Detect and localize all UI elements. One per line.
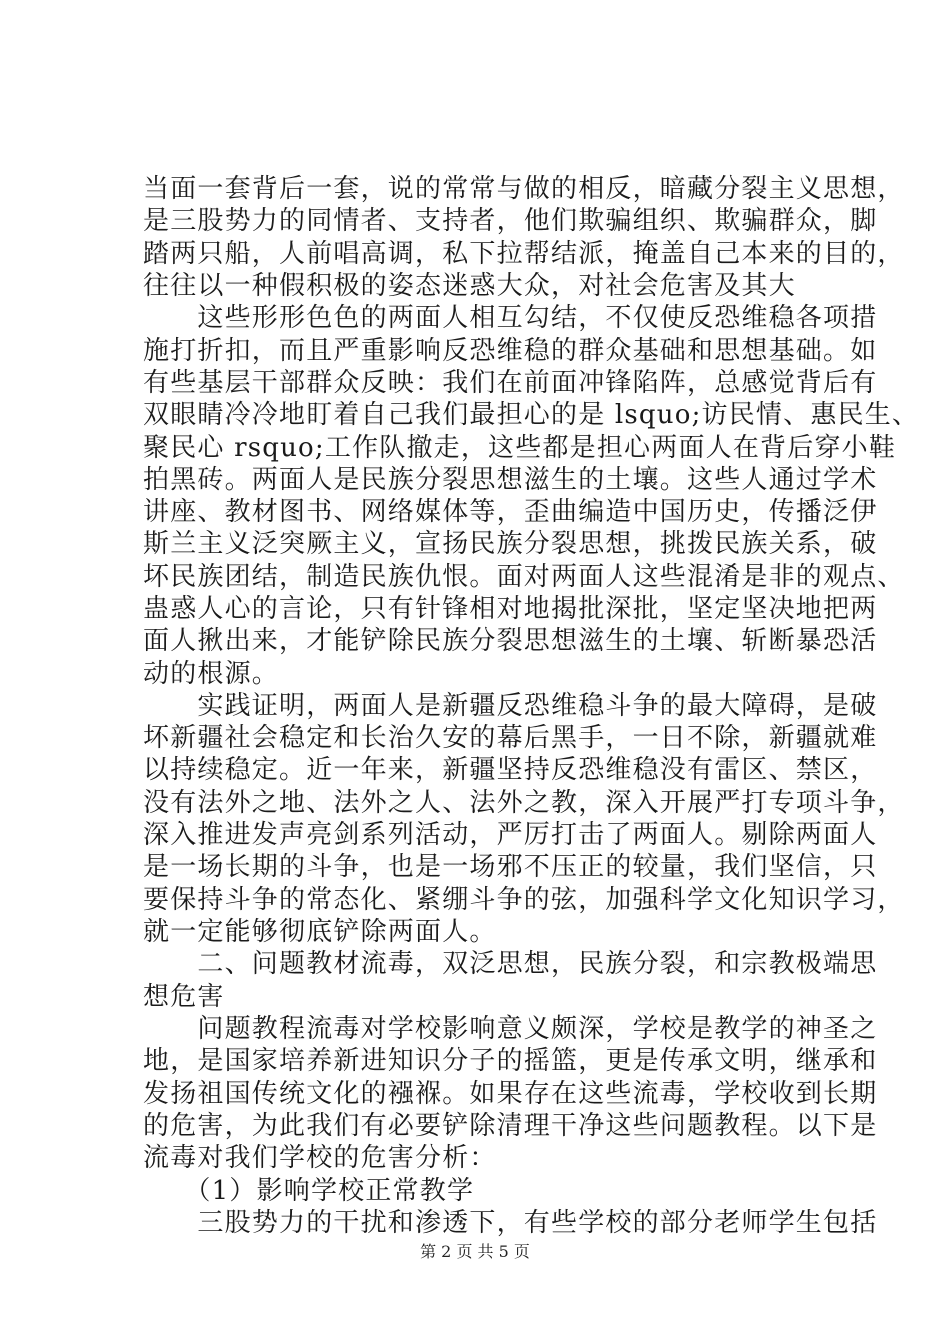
paragraph-start: 三股势力的干扰和渗透下，有些学校的部分老师学生包括 [143, 1208, 878, 1238]
text-line: 是一场长期的斗争，也是一场邪不压正的较量，我们坚信，只 [143, 852, 878, 882]
page-number: 第 2 页 共 5 页 [420, 1242, 530, 1261]
section-heading: 二、问题教材流毒，双泛思想，民族分裂，和宗教极端思 [143, 949, 878, 979]
text-line: 斯兰主义泛突厥主义，宣扬民族分裂思想，挑拨民族关系，破 [143, 529, 878, 559]
text-line: 的危害，为此我们有必要铲除清理干净这些问题教程。以下是 [143, 1111, 878, 1141]
text-line: 蛊惑人心的言论，只有针锋相对地揭批深批，坚定坚决地把两 [143, 594, 878, 624]
text-line: 是三股势力的同情者、支持者，他们欺骗组织、欺骗群众，脚 [143, 206, 878, 236]
text-line: 没有法外之地、法外之人、法外之教，深入开展严打专项斗争， [143, 788, 905, 818]
text-line: 坏民族团结，制造民族仇恨。面对两面人这些混淆是非的观点、 [143, 562, 905, 592]
text-line: 坏新疆社会稳定和长治久安的幕后黑手，一日不除，新疆就难 [143, 723, 878, 753]
text-line: 流毒对我们学校的危害分析： [143, 1143, 497, 1173]
text-line: 聚民心 rsquo;工作队撤走，这些都是担心两面人在背后穿小鞋 [143, 433, 897, 463]
text-line: 就一定能够彻底铲除两面人。 [143, 917, 497, 947]
text-line: 深入推进发声亮剑系列活动，严厉打击了两面人。剔除两面人 [143, 820, 878, 850]
text-line: 发扬祖国传统文化的襁褓。如果存在这些流毒，学校收到长期 [143, 1079, 878, 1109]
text-line: 地，是国家培养新进知识分子的摇篮，更是传承文明，继承和 [143, 1046, 878, 1076]
text-line: 面人揪出来，才能铲除民族分裂思想滋生的土壤、斩断暴恐活 [143, 626, 878, 656]
text-line: 踏两只船，人前唱高调，私下拉帮结派，掩盖自己本来的目的， [143, 239, 905, 269]
paragraph-start: 实践证明，两面人是新疆反恐维稳斗争的最大障碍，是破 [143, 691, 878, 721]
text-line: 讲座、教材图书、网络媒体等，歪曲编造中国历史，传播泛伊 [143, 497, 878, 527]
text-line: 动的根源。 [143, 659, 280, 689]
text-line: 有些基层干部群众反映：我们在前面冲锋陷阵，总感觉背后有 [143, 368, 878, 398]
text-line: 当面一套背后一套，说的常常与做的相反，暗藏分裂主义思想， [143, 174, 905, 204]
text-line: 双眼睛冷冷地盯着自己我们最担心的是 lsquo;访民情、惠民生、 [143, 400, 920, 430]
subsection-heading: （1）影响学校正常教学 [143, 1176, 475, 1206]
paragraph-start: 问题教程流毒对学校影响意义颇深，学校是教学的神圣之 [143, 1014, 878, 1044]
section-heading: 想危害 [143, 982, 225, 1012]
text-line: 要保持斗争的常态化、紧绷斗争的弦，加强科学文化知识学习， [143, 885, 905, 915]
text-line: 以持续稳定。近一年来，新疆坚持反恐维稳没有雷区、禁区， [143, 755, 878, 785]
text-line: 施打折扣，而且严重影响反恐维稳的群众基础和思想基础。如 [143, 336, 878, 366]
paragraph-start: 这些形形色色的两面人相互勾结，不仅使反恐维稳各项措 [143, 303, 878, 333]
text-line: 拍黑砖。两面人是民族分裂思想滋生的土壤。这些人通过学术 [143, 465, 878, 495]
text-line: 往往以一种假积极的姿态迷惑大众，对社会危害及其大 [143, 271, 796, 301]
